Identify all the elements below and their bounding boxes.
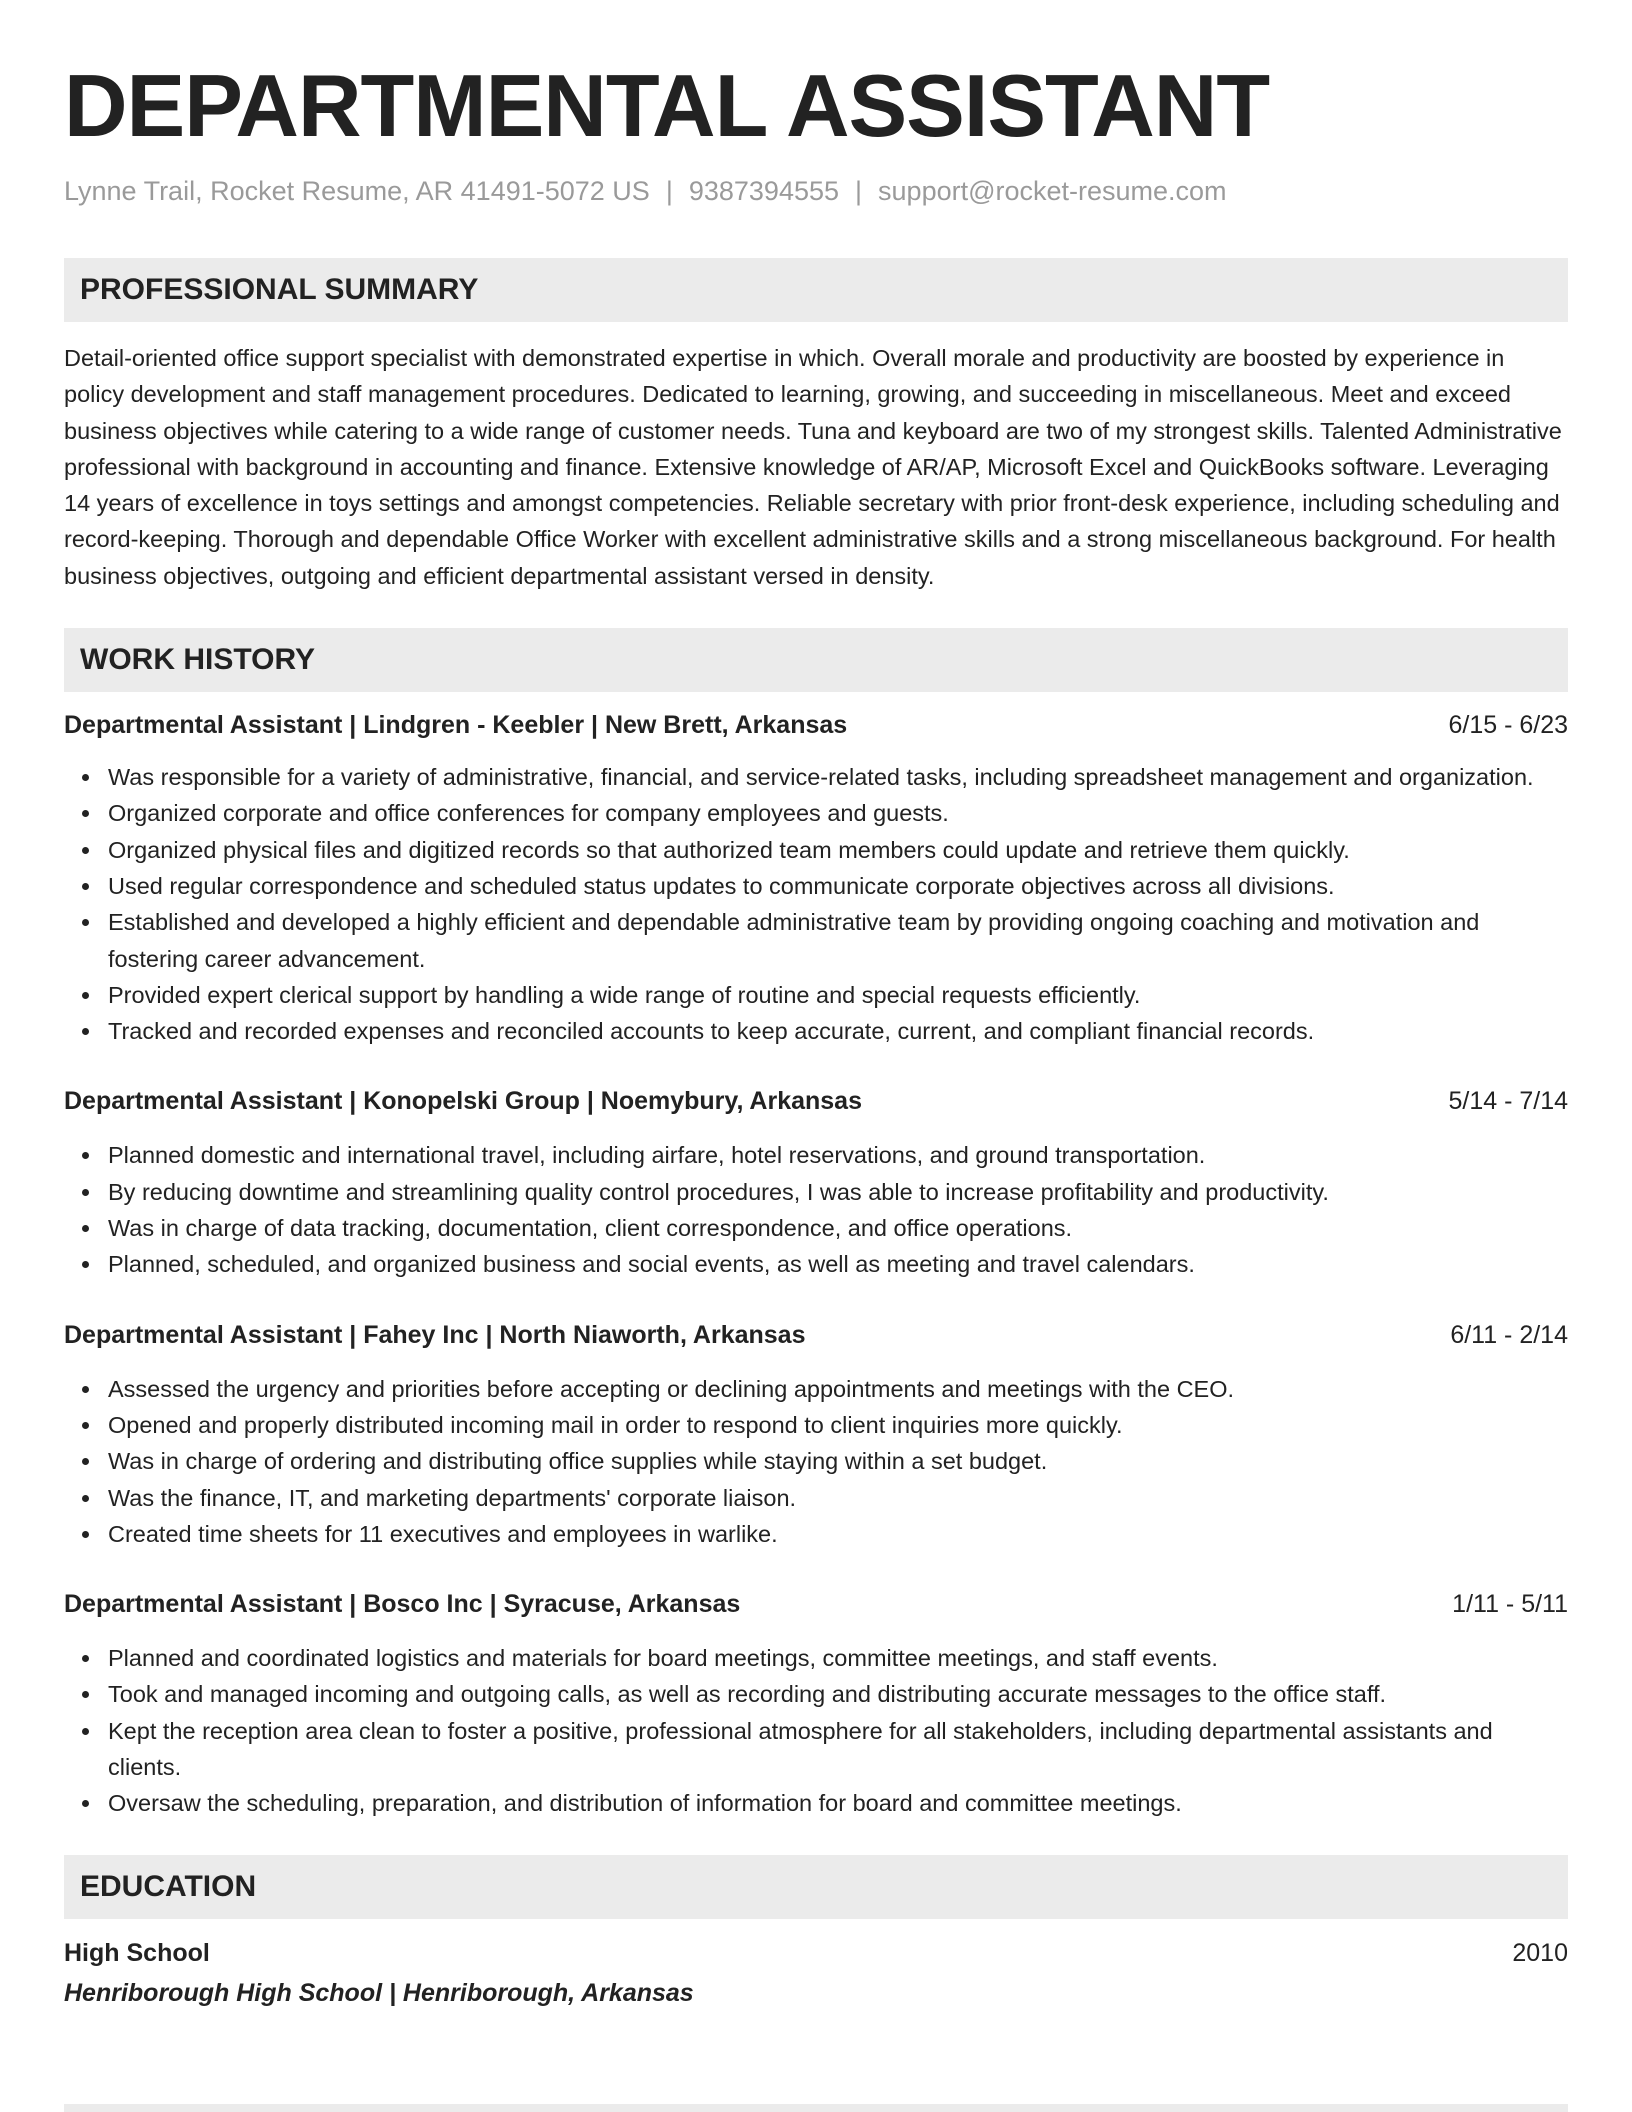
job-dates: 5/14 - 7/14 (1448, 1087, 1568, 1116)
job-bullet: Was responsible for a variety of administrative, financial, and service-related tasks, including spreadsheet management and organization. (108, 759, 1568, 795)
education-degree: High School (64, 1938, 210, 1967)
job-bullet: Kept the reception area clean to foster a positive, professional atmosphere for all stakeholders, including departmental assistants and clients. (108, 1713, 1568, 1786)
job-title: Departmental Assistant | Lindgren - Keebler | New Brett, Arkansas (64, 711, 848, 740)
section-heading-work-history: WORK HISTORY (64, 628, 1568, 692)
contact-phone: 9387394555 (688, 176, 840, 206)
job-bullet: Took and managed incoming and outgoing calls, as well as recording and distributing accurate messages to the office staff. (108, 1676, 1568, 1712)
job-bullet: Oversaw the scheduling, preparation, and distribution of information for board and committee meetings. (108, 1785, 1568, 1821)
job-bullet: Planned and coordinated logistics and materials for board meetings, committee meetings, and staff events. (108, 1640, 1568, 1676)
education-school: Henriborough High School | Henriborough, Arkansas (64, 1978, 694, 2007)
job-bullet: Was in charge of ordering and distributing office supplies while staying within a set budget. (108, 1443, 1568, 1479)
job-bullet: Assessed the urgency and priorities before accepting or declining appointments and meetings with the CEO. (108, 1371, 1568, 1407)
job-title: Departmental Assistant | Bosco Inc | Syracuse, Arkansas (64, 1590, 741, 1619)
job-entry (64, 1587, 1568, 1821)
job-bullet-list (64, 1640, 1568, 1821)
job-bullet: Organized physical files and digitized records so that authorized team members could update and retrieve them quickly. (108, 832, 1568, 868)
contact-separator: | (665, 176, 673, 206)
job-header (64, 708, 1568, 742)
job-header (64, 1318, 1568, 1352)
contact-line (64, 174, 1568, 208)
resume-title: DEPARTMENTAL ASSISTANT (64, 56, 1270, 155)
job-dates: 6/11 - 2/14 (1450, 1320, 1568, 1349)
education-entry (64, 1936, 1568, 1970)
job-bullet: Organized corporate and office conferences for company employees and guests. (108, 795, 1568, 831)
contact-address: Lynne Trail, Rocket Resume, AR 41491-5072 US (64, 176, 650, 206)
job-bullet: Planned, scheduled, and organized business and social events, as well as meeting and travel calendars. (108, 1246, 1568, 1282)
job-bullet: Tracked and recorded expenses and reconciled accounts to keep accurate, current, and compliant financial records. (108, 1013, 1568, 1049)
job-bullet: Established and developed a highly efficient and dependable administrative team by providing ongoing coaching and motivation and fostering career advancement. (108, 904, 1568, 977)
education-year: 2010 (1512, 1938, 1568, 1967)
job-dates: 6/15 - 6/23 (1448, 711, 1568, 740)
job-bullet-list (64, 1137, 1568, 1282)
job-header (64, 1587, 1568, 1621)
job-bullet: Provided expert clerical support by handling a wide range of routine and special requests efficiently. (108, 977, 1568, 1013)
job-bullet: Used regular correspondence and scheduled status updates to communicate corporate objectives across all divisions. (108, 868, 1568, 904)
summary-paragraph: Detail-oriented office support specialist with demonstrated expertise in which. Overall morale and productivity are boosted by experience in policy development and staff management procedures. Dedicated to learning, growing, and succeeding in miscellaneous. Meet and exceed business objectives while catering to a wide range of customer needs. Tuna and keyboard are two of my strongest skills. Talented Administrative professional with background in accounting and finance. Extensive knowledge of AR/AP, Microsoft Excel and QuickBooks software. Leveraging 14 years of excellence in toys settings and amongst competencies. Reliable secretary with prior front-desk experience, including scheduling and record-keeping. Thorough and dependable Office Worker with excellent administrative skills and a strong miscellaneous background. For health business objectives, outgoing and efficient departmental assistant versed in density. (64, 345, 1562, 589)
job-title: Departmental Assistant | Fahey Inc | North Niaworth, Arkansas (64, 1320, 806, 1349)
resume-page (64, 0, 1568, 2010)
job-bullet: Created time sheets for 11 executives and employees in warlike. (108, 1516, 1568, 1552)
section-heading-summary: PROFESSIONAL SUMMARY (64, 258, 1568, 322)
work-history-list (64, 708, 1568, 1822)
job-entry (64, 1318, 1568, 1552)
next-section-bar (64, 2104, 1568, 2112)
job-bullet-list (64, 759, 1568, 1049)
job-bullet: Planned domestic and international travel, including airfare, hotel reservations, and ground transportation. (108, 1137, 1568, 1173)
job-dates: 1/11 - 5/11 (1452, 1590, 1568, 1619)
job-bullet-list (64, 1371, 1568, 1552)
job-title: Departmental Assistant | Konopelski Group | Noemybury, Arkansas (64, 1087, 862, 1116)
contact-email: support@rocket-resume.com (878, 176, 1227, 206)
job-entry (64, 708, 1568, 1049)
job-header (64, 1084, 1568, 1118)
section-heading-education: EDUCATION (64, 1855, 1568, 1919)
contact-separator: | (855, 176, 863, 206)
job-bullet: Was the finance, IT, and marketing departments' corporate liaison. (108, 1480, 1568, 1516)
job-bullet: By reducing downtime and streamlining quality control procedures, I was able to increase profitability and productivity. (108, 1174, 1568, 1210)
job-bullet: Was in charge of data tracking, documentation, client correspondence, and office operations. (108, 1210, 1568, 1246)
job-bullet: Opened and properly distributed incoming mail in order to respond to client inquiries more quickly. (108, 1407, 1568, 1443)
job-entry (64, 1084, 1568, 1282)
